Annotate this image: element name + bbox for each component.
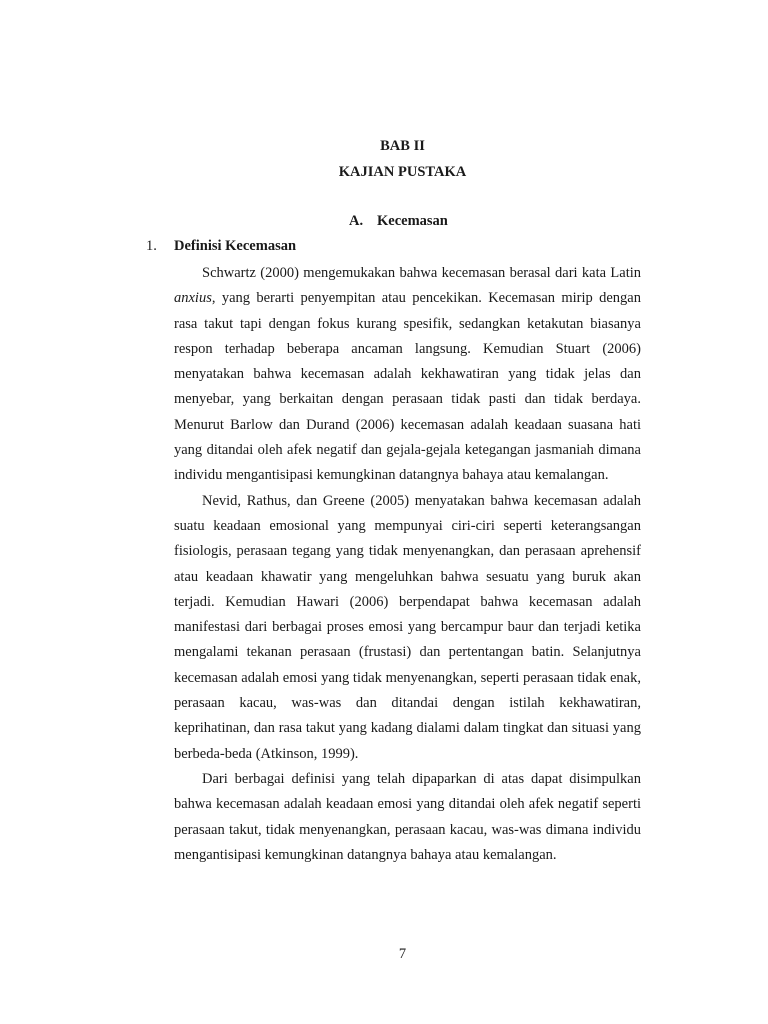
paragraph-1-italic-term: anxius <box>174 290 212 307</box>
subsection-title: Definisi Kecemasan <box>174 238 297 254</box>
paragraph-1 <box>174 261 641 489</box>
section-title: Kecemasan <box>377 213 448 229</box>
subsection-number: 1. <box>146 238 157 254</box>
body-text <box>174 261 641 868</box>
paragraph-3: Dari berbagai definisi yang telah dipaparkan di atas dapat disimpulkan bahwa kecemasan adalah keadaan emosi yang ditandai oleh afek negatif seperti perasaan takut, tidak menyenangkan, perasaan kacau, was-was dimana individu mengantisipasi kemungkinan datangnya bahaya atau kemalangan. <box>174 770 641 863</box>
page-number: 7 <box>398 946 407 962</box>
subsection-heading <box>146 238 296 255</box>
paragraph-2: Nevid, Rathus, dan Greene (2005) menyatakan bahwa kecemasan adalah suatu keadaan emosional yang mempunyai ciri-ciri seperti keterangsangan fisiologis, perasaan tegang yang tidak menyenangkan, dan perasaan aprehensif atau keadaan khawatir yang mengeluhkan bahwa sesuatu yang buruk akan terjadi. Kemudian Hawari (2006) berpendapat bahwa kecemasan adalah manifestasi dari berbagai proses emosi yang bercampur baur dan terjadi ketika mengalami tekanan perasaan (frustasi) dan pertentangan batin. Selanjutnya kecemasan adalah emosi yang tidak menyenangkan, seperti perasaan tidak enak, perasaan kacau, was-was dan ditandai dengan istilah kekhawatiran, keprihatinan, dan rasa takut yang kadang dialami dalam tingkat dan situasi yang berbeda-beda (Atkinson, 1999). <box>174 492 641 762</box>
section-letter: A. <box>349 213 364 229</box>
section-heading <box>349 213 448 230</box>
chapter-label: BAB II <box>380 138 425 154</box>
paragraph-1-before: Schwartz (2000) mengemukakan bahwa kecemasan berasal dari kata Latin <box>202 265 641 281</box>
paragraph-1-after: , yang berarti penyempitan atau pencekikan. Kecemasan mirip dengan rasa takut tapi dengan fokus kurang spesifik, sedangkan ketakutan biasanya respon terhadap beberapa ancaman langsung. Kemudian Stuart (2006) menyatakan bahwa kecemasan adalah kekhawatiran yang tidak jelas dan menyebar, yang berkaitan dengan perasaan tidak pasti dan tidak berdaya. Menurut Barlow dan Durand (2006) kecemasan adalah keadaan suasana hati yang ditandai oleh afek negatif dan gejala-gejala ketegangan jasmaniah dimana individu mengantisipasi kemungkinan datangnya bahaya atau kemalangan. <box>174 290 641 484</box>
chapter-title: KAJIAN PUSTAKA <box>338 164 467 180</box>
